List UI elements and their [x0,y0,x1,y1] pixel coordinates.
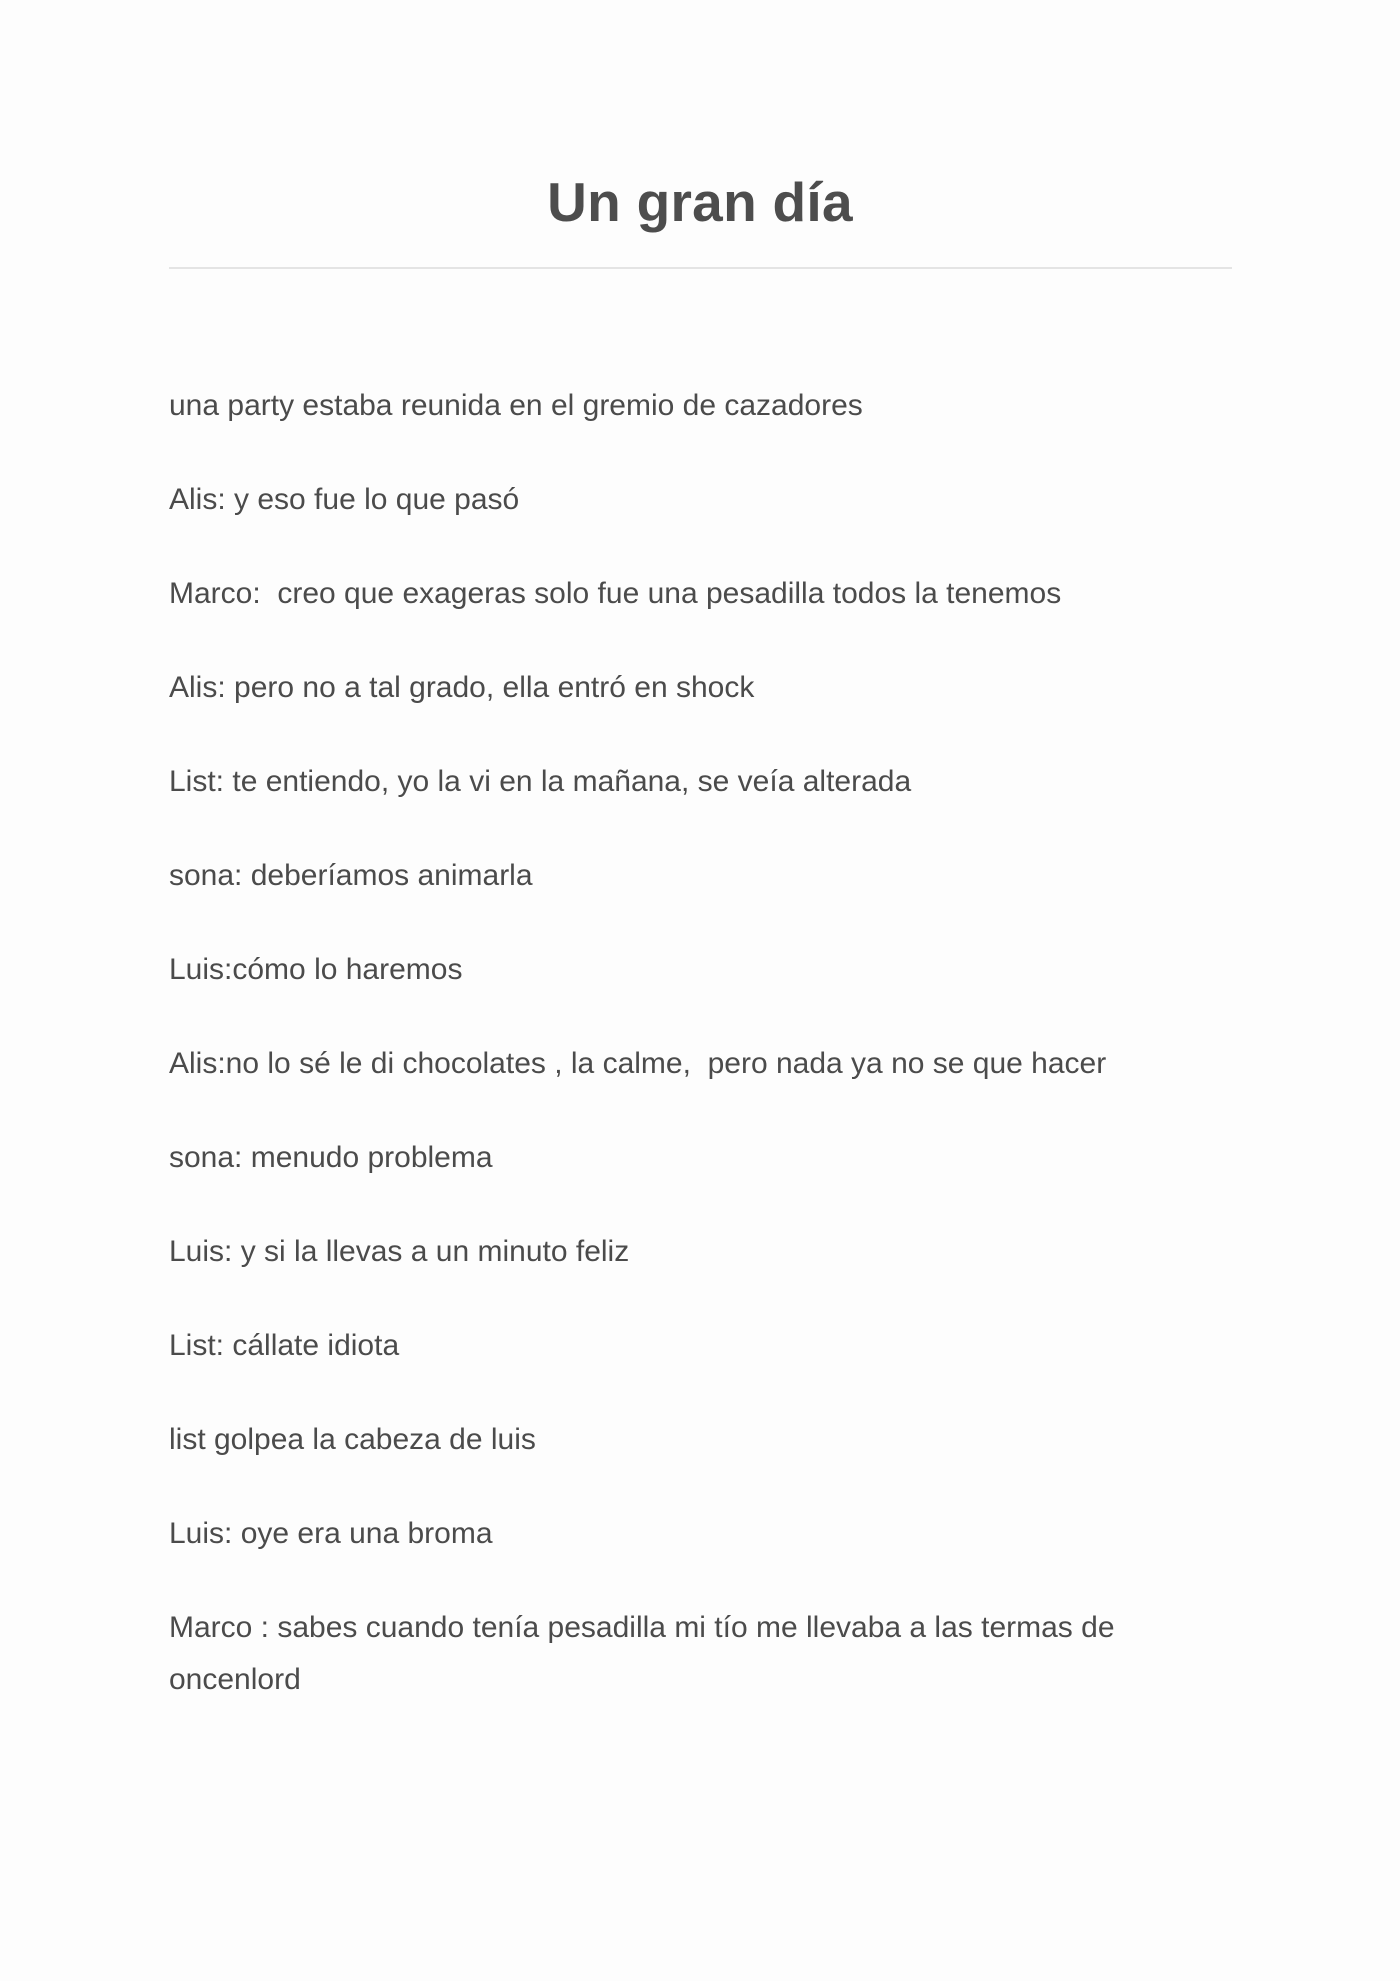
paragraph: Luis: y si la llevas a un minuto feliz [169,1235,630,1268]
paragraph: Alis:no lo sé le di chocolates , la calme, pero nada ya no se que hacer [169,1047,1107,1080]
paragraph: List: te entiendo, yo la vi en la mañana, se veía alterada [169,765,912,798]
page-title: Un gran día [547,171,853,233]
paragraph: una party estaba reunida en el gremio de cazadores [169,389,863,422]
paragraph: Luis:cómo lo haremos [169,953,463,986]
paragraph: list golpea la cabeza de luis [169,1423,536,1456]
paragraph: Marco : sabes cuando tenía pesadilla mi tío me llevaba a las termas de oncenlord [169,1611,1123,1696]
paragraph: Marco: creo que exageras solo fue una pesadilla todos la tenemos [169,577,1062,610]
title-divider [169,267,1232,269]
document-body [169,380,1232,1748]
paragraph: sona: menudo problema [169,1141,493,1174]
paragraph: Alis: pero no a tal grado, ella entró en shock [169,671,755,704]
paragraph: List: cállate idiota [169,1329,400,1362]
paragraph: sona: deberíamos animarla [169,859,533,892]
paragraph: Alis: y eso fue lo que pasó [169,483,520,516]
paragraph: Luis: oye era una broma [169,1517,493,1550]
